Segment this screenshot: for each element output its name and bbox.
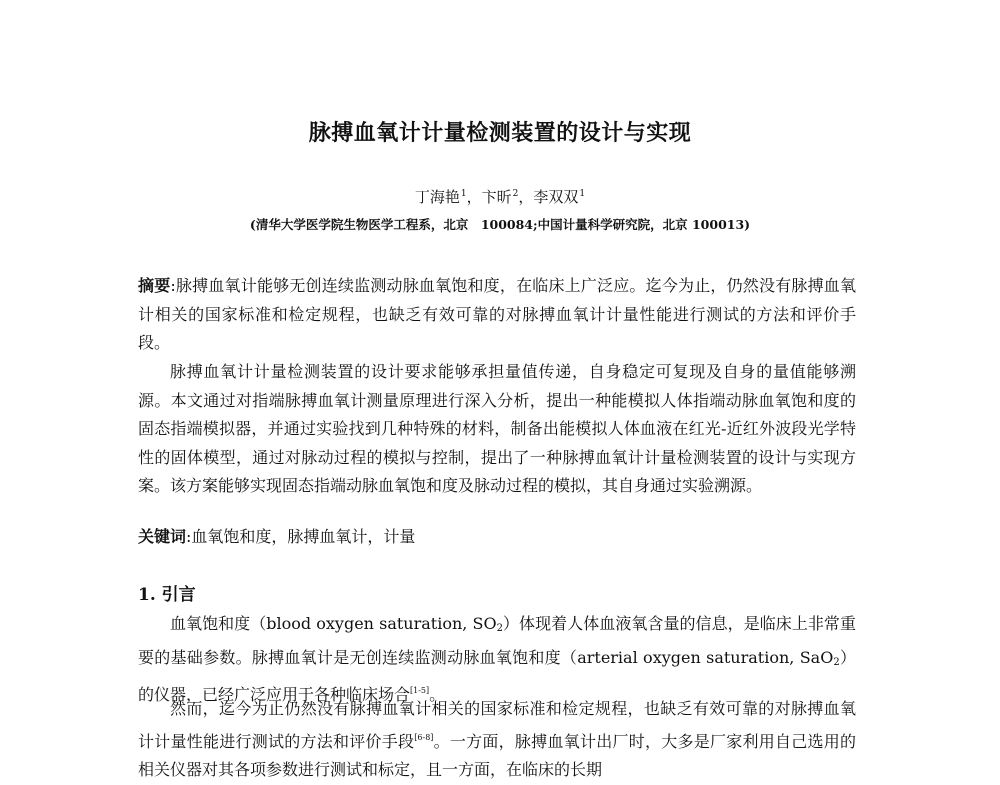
keywords-line (138, 523, 856, 552)
abstract-paragraph-1 (138, 272, 856, 358)
author-separator: ， (518, 188, 534, 206)
citation-ref: [6-8] (414, 732, 434, 742)
author-affiliation-mark: 2 (512, 189, 519, 199)
subscript: 2 (496, 623, 503, 634)
author-affiliation-mark: 1 (579, 189, 586, 199)
intro-text: 。一方面，脉搏血氧计出厂时，大多是厂家利用自己选用的相关仪器对其各项参数进行测试和标定，且一方面，在临床的长期 (138, 731, 856, 779)
intro-paragraph-2 (138, 695, 856, 785)
paper-title: 脉搏血氧计计量检测装置的设计与实现 (308, 120, 692, 146)
keywords-label-sep: : (186, 527, 192, 546)
author-list (0, 186, 1000, 207)
intro-text: 血氧饱和度（blood oxygen saturation, SO (170, 614, 497, 633)
subscript: 2 (833, 656, 840, 668)
author-separator: ， (466, 188, 482, 206)
abstract-label-sep: : (170, 276, 176, 295)
author-name: 丁海艳 (414, 188, 460, 206)
intro-text: ）的仪器，已经广泛应用于各种临床场合 (138, 647, 856, 704)
citation-ref: [1-5] (410, 686, 430, 695)
intro-text: 。 (429, 685, 446, 704)
author-affiliation-mark: 1 (460, 189, 467, 199)
keywords-label: 关键词 (138, 527, 187, 546)
intro-text: 然而，迄今为止仍然没有脉搏血氧计相关的国家标准和检定规程，也缺乏有效可靠的对脉搏血氧计计量性能进行测试的方法和评价手段 (138, 699, 856, 751)
affiliation: (清华大学医学院生物医学工程系，北京 100084;中国计量科学研究院，北京 100013) (249, 217, 751, 232)
author-name: 李双双 (533, 188, 579, 206)
abstract-text-1: 脉搏血氧计能够无创连续监测动脉血氧饱和度，在临床上广泛应。迄今为止，仍然没有脉搏血氧计相关的国家标准和检定规程，也缺乏有效可靠的对脉搏血氧计计量性能进行测试的方法和评价手段。 (138, 276, 856, 352)
section-heading: 1. 引言 (138, 585, 196, 605)
author-name: 卞昕 (481, 188, 512, 206)
abstract-paragraph-2: 脉搏血氧计计量检测装置的设计要求能够承担量值传递，自身稳定可复现及自身的量值能够溯源。本文通过对指端脉搏血氧计测量原理进行深入分析，提出一种能模拟人体指端动脉血氧饱和度的固态指端模拟器，并通过实验找到几种特殊的材料，制备出能模拟人体血液在红光-近红外波段光学特性的固体模型，通过对脉动过程的模拟与控制，提出了一种脉搏血氧计计量检测装置的设计与实现方案。该方案能够实现固态指端动脉血氧饱和度及脉动过程的模拟，其自身通过实验溯源。 (138, 362, 856, 495)
intro-text: ）体现着人体血液氧含量的信息，是临床上非常重要的基础参数。脉搏血氧计是无创连续监测动脉血氧饱和度（arterial oxygen saturation, SaO (138, 614, 856, 667)
keywords-text: 血氧饱和度，脉搏血氧计，计量 (191, 527, 416, 546)
abstract-label: 摘要 (138, 276, 171, 295)
